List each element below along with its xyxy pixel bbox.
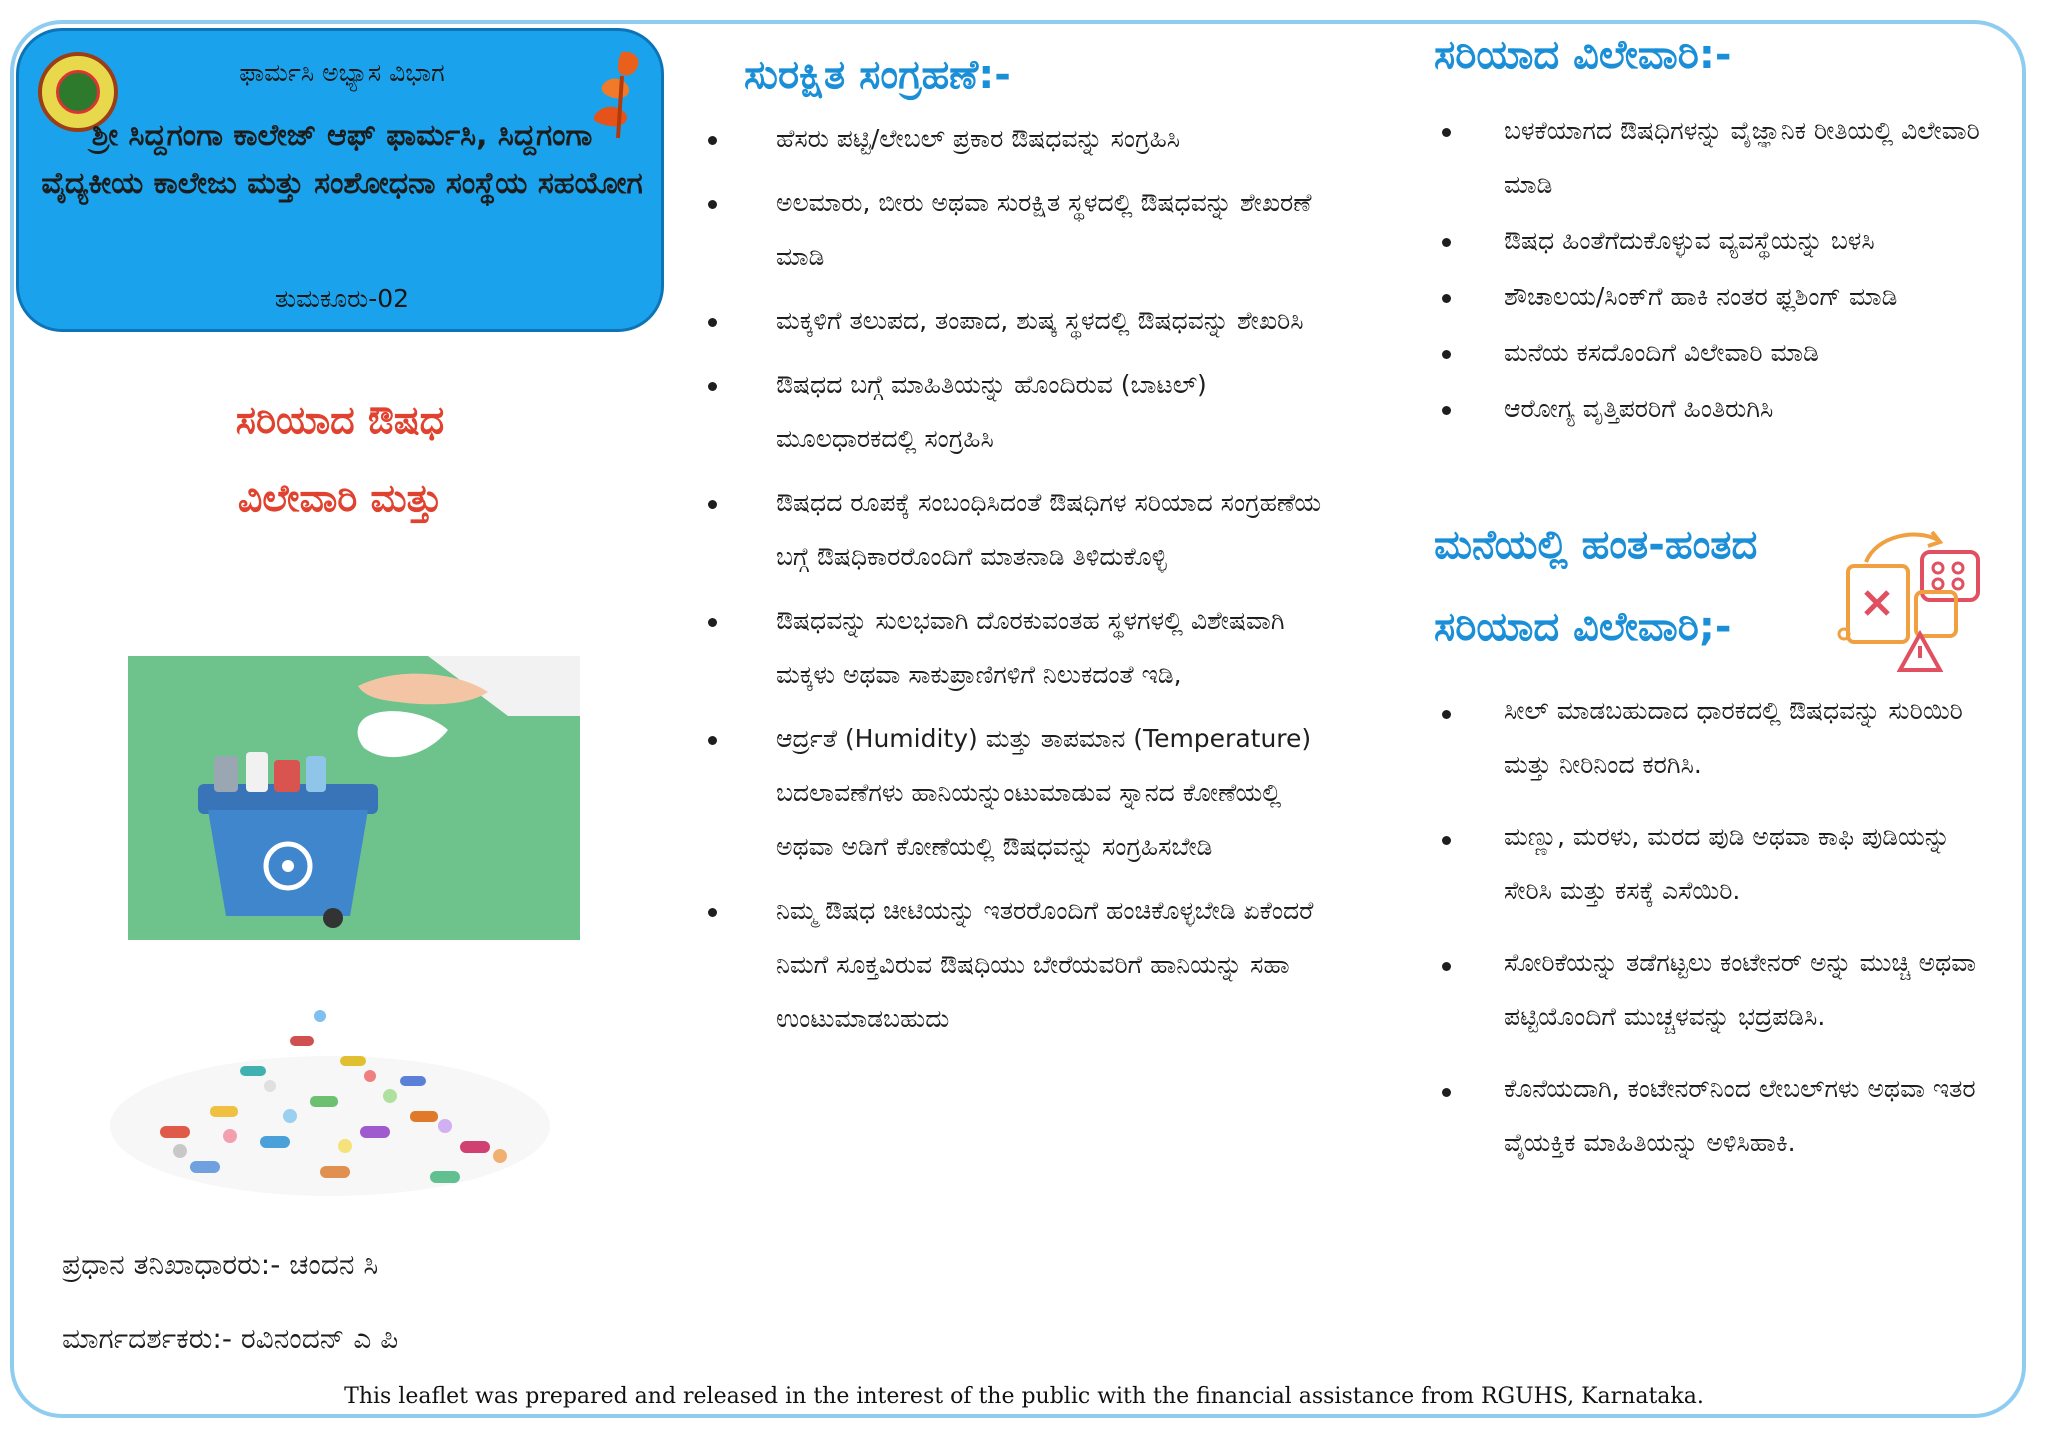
list-item: ಮನೆಯ ಕಸದೊಂದಿಗೆ ವಿಲೇವಾರಿ ಮಾಡಿ <box>1504 326 2024 380</box>
biohazard-bin-illustration <box>128 656 580 940</box>
bullet-icon <box>708 136 717 145</box>
medicine-disposal-icon <box>1836 522 1996 682</box>
bullet-icon <box>1442 406 1451 415</box>
principal-investigator: ಪ್ರಧಾನ ತನಿಖಾಧಾರರು:- ಚಂದನ ಸಿ <box>62 1248 379 1281</box>
list-item: ಮಣ್ಣು, ಮರಳು, ಮರದ ಪುಡಿ ಅಥವಾ ಕಾಫಿ ಪುಡಿಯನ್ನು ಸೇರಿಸಿ ಮತ್ತು ಕಸಕ್ಕೆ ಎಸೆಯಿರಿ. <box>1504 810 2004 918</box>
list-item: ಔಷಧದ ರೂಪಕ್ಕೆ ಸಂಬಂಧಿಸಿದಂತೆ ಔಷಧಿಗಳ ಸರಿಯಾದ ಸಂಗ್ರಹಣೆಯ ಬಗ್ಗೆ ಔಷಧಿಕಾರರೊಂದಿಗೆ ಮಾತನಾಡಿ ತಿಳಿದುಕೊಳ್ಳಿ <box>776 476 1336 584</box>
list-item: ಹೆಸರು ಪಟ್ಟಿ/ಲೇಬಲ್ ಪ್ರಕಾರ ಔಷಧವನ್ನು ಸಂಗ್ರಹಿಸಿ <box>776 112 1336 166</box>
bullet-icon <box>1442 710 1451 719</box>
bullet-icon <box>708 382 717 391</box>
list-item: ಆರ್ದ್ರತೆ (Humidity) ಮತ್ತು ತಾಪಮಾನ (Temperature) ಬದಲಾವಣೆಗಳು ಹಾನಿಯನ್ನುಂಟುಮಾಡುವ ಸ್ನಾನದ ಕೋಣೆಯಲ್ಲಿ ಅಥವಾ ಅಡಿಗೆ ಕೋಣೆಯಲ್ಲಿ ಔಷಧವನ್ನು ಸಂಗ್ರಹಿಸಬೇಡಿ <box>776 712 1336 874</box>
list-item: ಸೋರಿಕೆಯನ್ನು ತಡೆಗಟ್ಟಲು ಕಂಟೇನರ್ ಅನ್ನು ಮುಚ್ಚಿ ಅಥವಾ ಪಟ್ಟಿಯೊಂದಿಗೆ ಮುಚ್ಚಳವನ್ನು ಭದ್ರಪಡಿಸಿ. <box>1504 936 2004 1044</box>
leaflet-title-line1: ಸರಿಯಾದ ಔಷಧ <box>235 398 445 442</box>
list-item: ಔಷಧವನ್ನು ಸುಲಭವಾಗಿ ದೊರಕುವಂತಹ ಸ್ಥಳಗಳಲ್ಲಿ ವಿಶೇಷವಾಗಿ ಮಕ್ಕಳು ಅಥವಾ ಸಾಕುಪ್ರಾಣಿಗಳಿಗೆ ನಿಲುಕದಂತೆ ಇಡಿ, <box>776 594 1336 702</box>
safe-storage-heading: ಸುರಕ್ಷಿತ ಸಂಗ್ರಹಣೆ:- <box>744 52 1011 98</box>
list-item: ಬಳಕೆಯಾಗದ ಔಷಧಿಗಳನ್ನು ವೈಜ್ಞಾನಿಕ ರೀತಿಯಲ್ಲಿ ವಿಲೇವಾರಿ ಮಾಡಿ <box>1504 104 2024 212</box>
bullet-icon <box>708 908 717 917</box>
department-name: ಫಾರ್ಮಸಿ ಅಭ್ಯಾಸ ವಿಭಾಗ <box>239 58 445 87</box>
bullet-icon <box>1442 294 1451 303</box>
list-item: ಕೊನೆಯದಾಗಿ, ಕಂಟೇನರ್‌ನಿಂದ ಲೇಬಲ್‌ಗಳು ಅಥವಾ ಇತರ ವೈಯಕ್ತಿಕ ಮಾಹಿತಿಯನ್ನು ಅಳಿಸಿಹಾಕಿ. <box>1504 1062 2004 1170</box>
list-item: ಅಲಮಾರು, ಬೀರು ಅಥವಾ ಸುರಕ್ಷಿತ ಸ್ಥಳದಲ್ಲಿ ಔಷಧವನ್ನು ಶೇಖರಣೆ ಮಾಡಿ <box>776 176 1336 284</box>
bullet-icon <box>708 318 717 327</box>
list-item: ಔಷಧ ಹಿಂತೆಗೆದುಕೊಳ್ಳುವ ವ್ಯವಸ್ಥೆಯನ್ನು ಬಳಸಿ <box>1504 214 2024 268</box>
bullet-icon <box>1442 350 1451 359</box>
bullet-icon <box>1442 128 1451 137</box>
list-item: ಮಕ್ಕಳಿಗೆ ತಲುಪದ, ತಂಪಾದ, ಶುಷ್ಕ ಸ್ಥಳದಲ್ಲಿ ಔಷಧವನ್ನು ಶೇಖರಿಸಿ <box>776 294 1336 348</box>
list-item: ಸೀಲ್ ಮಾಡಬಹುದಾದ ಧಾರಕದಲ್ಲಿ ಔಷಧವನ್ನು ಸುರಿಯಿರಿ ಮತ್ತು ನೀರಿನಿಂದ ಕರಗಿಸಿ. <box>1504 684 2004 792</box>
leaflet-title-line2: ವಿಲೇವಾರಿ ಮತ್ತು <box>237 476 443 520</box>
bullet-icon <box>708 736 717 745</box>
bullet-icon <box>708 200 717 209</box>
list-item: ಔಷಧದ ಬಗ್ಗೆ ಮಾಹಿತಿಯನ್ನು ಹೊಂದಿರುವ (ಬಾಟಲ್) ಮೂಲಧಾರಕದಲ್ಲಿ ಸಂಗ್ರಹಿಸಿ <box>776 358 1336 466</box>
bullet-icon <box>708 500 717 509</box>
bullet-icon <box>708 618 717 627</box>
bullet-icon <box>1442 836 1451 845</box>
college-name: ಶ್ರೀ ಸಿದ್ದಗಂಗಾ ಕಾಲೇಜ್ ಆಫ್ ಫಾರ್ಮಸಿ, ಸಿದ್ದಗಂಗಾ ವೈದ್ಯಕೀಯ ಕಾಲೇಜು ಮತ್ತು ಸಂಶೋಧನಾ ಸಂಸ್ಥೆಯ ಸಹಯೋಗ <box>41 118 643 201</box>
pile-of-pills-illustration <box>100 976 560 1200</box>
home-disposal-heading-line1: ಮನೆಯಲ್ಲಿ ಹಂತ-ಹಂತದ <box>1434 522 1758 568</box>
guide-name: ಮಾರ್ಗದರ್ಶಕರು:- ರವಿನಂದನ್ ಎ ಪಿ <box>62 1322 399 1355</box>
proper-disposal-heading: ಸರಿಯಾದ ವಿಲೇವಾರಿ:- <box>1434 32 1732 78</box>
bullet-icon <box>1442 238 1451 247</box>
bullet-icon <box>1442 962 1451 971</box>
safe-storage-list <box>776 112 1336 1056</box>
home-disposal-list <box>1504 684 2004 1188</box>
city-name: ತುಮಕೂರು-02 <box>274 284 410 313</box>
list-item: ಆರೋಗ್ಯ ವೃತ್ತಿಪರರಿಗೆ ಹಿಂತಿರುಗಿಸಿ <box>1504 382 2024 436</box>
proper-disposal-list <box>1504 104 2024 438</box>
bullet-icon <box>1442 1088 1451 1097</box>
list-item: ನಿಮ್ಮ ಔಷಧ ಚೀಟಿಯನ್ನು ಇತರರೊಂದಿಗೆ ಹಂಚಿಕೊಳ್ಳಬೇಡಿ ಏಕೆಂದರೆ ನಿಮಗೆ ಸೂಕ್ತವಿರುವ ಔಷಧಿಯು ಬೇರೆಯವರಿಗೆ ಹಾನಿಯನ್ನು ಸಹಾ ಉಂಟುಮಾಡಬಹುದು <box>776 884 1336 1046</box>
footer-note: This leaflet was prepared and released in the interest of the public with the financial assistance from RGUHS, Karnataka. <box>344 1384 1704 1409</box>
list-item: ಶೌಚಾಲಯ/ಸಿಂಕ್‌ಗೆ ಹಾಕಿ ನಂತರ ಫ್ಲಶಿಂಗ್ ಮಾಡಿ <box>1504 270 2024 324</box>
home-disposal-heading-line2: ಸರಿಯಾದ ವಿಲೇವಾರಿ;- <box>1434 604 1732 650</box>
